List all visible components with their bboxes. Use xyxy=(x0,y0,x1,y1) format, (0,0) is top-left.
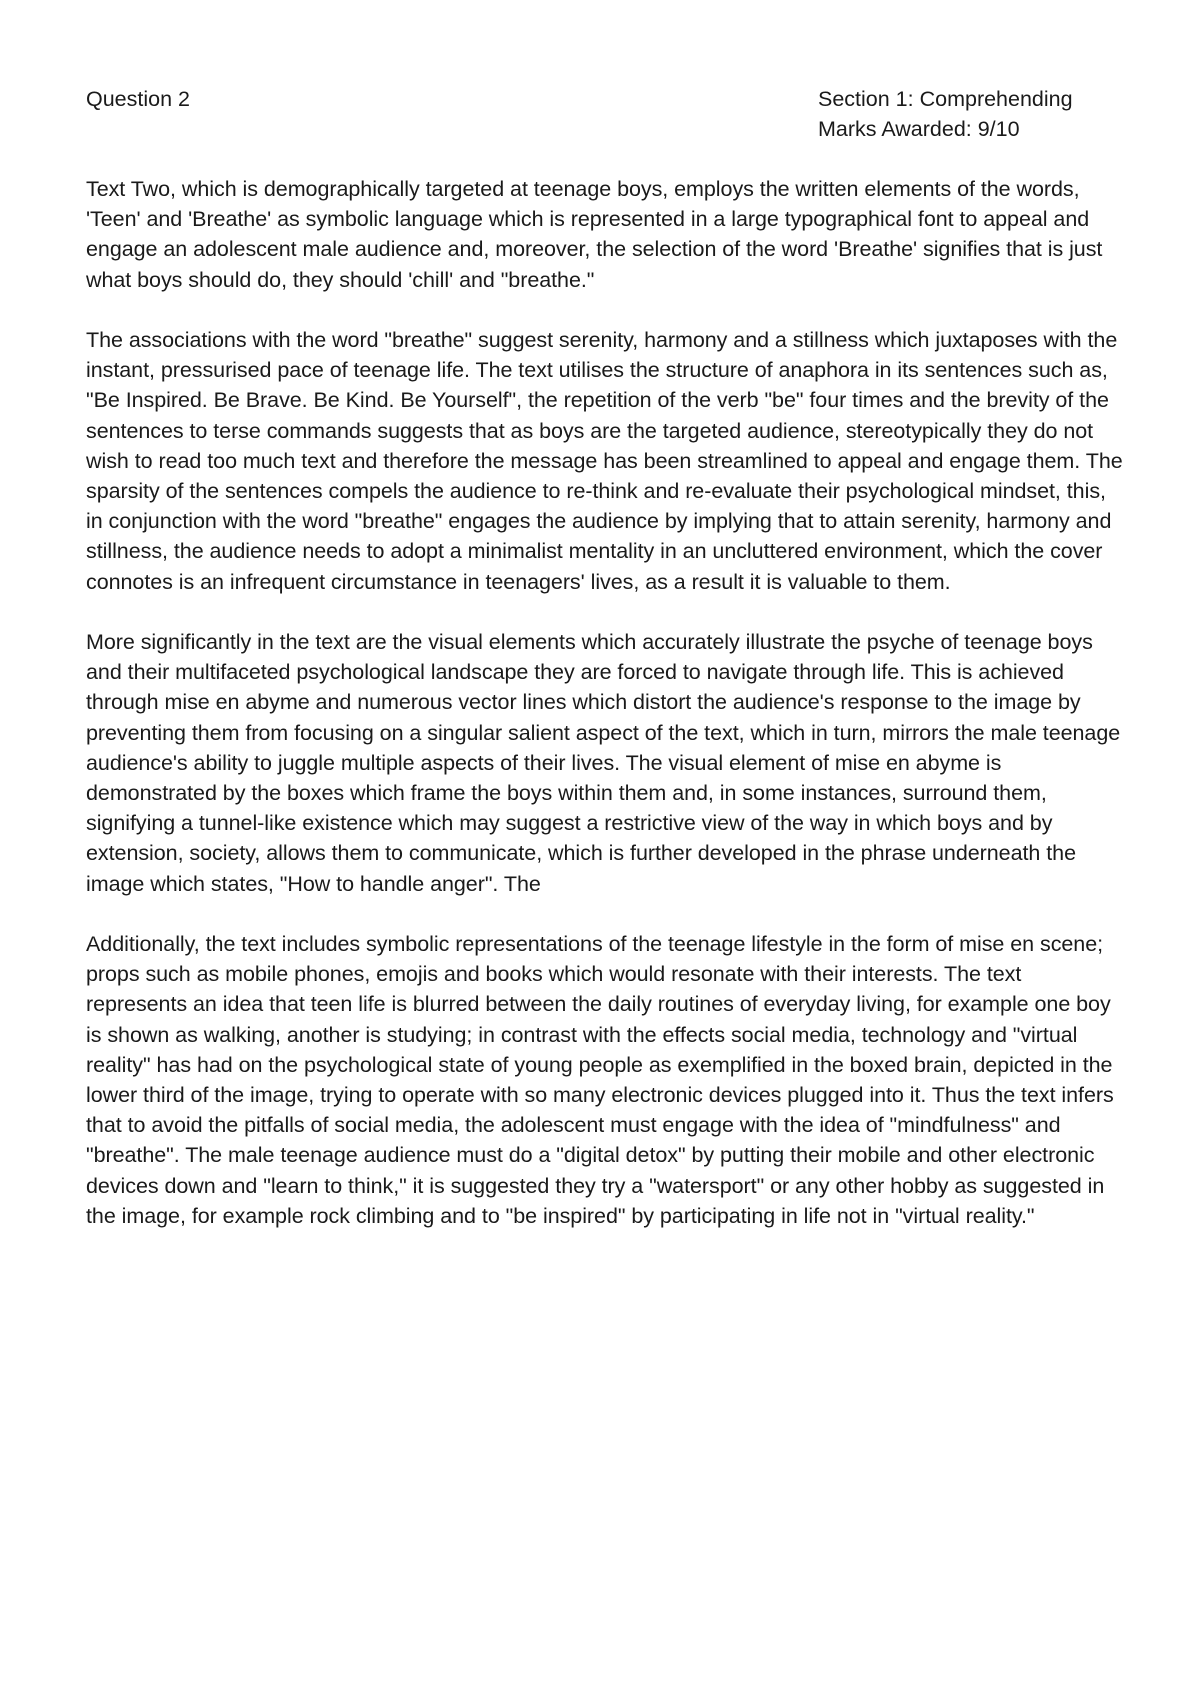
essay-paragraph: Additionally, the text includes symbolic representations of the teenage lifestyle in the form of mise en scene; props such as mobile phones, emojis and books which would resonate with their interests. The text represents an idea that teen life is blurred between the daily routines of everyday living, for example one boy is shown as walking, another is studying; in contrast with the effects social media, technology and "virtual reality" has had on the psychological state of young people as exemplified in the boxed brain, depicted in the lower third of the image, trying to operate with so many electronic devices plugged into it. Thus the text infers that to avoid the pitfalls of social media, the adolescent must engage with the idea of "mindfulness" and "breathe". The male teenage audience must do a "digital detox" by putting their mobile and other electronic devices down and "learn to think," it is suggested they try a "watersport" or any other hobby as suggested in the image, for example rock climbing and to "be inspired" by participating in life not in "virtual reality." xyxy=(86,932,1114,1228)
document-page xyxy=(86,84,1126,1261)
essay-paragraph: More significantly in the text are the visual elements which accurately illustrate the psyche of teenage boys and their multifaceted psychological landscape they are forced to navigate through life. This is achieved through mise en abyme and numerous vector lines which distort the audience's response to the image by preventing them from focusing on a singular salient aspect of the text, which in turn, mirrors the male teenage audience's ability to juggle multiple aspects of their lives. The visual element of mise en abyme is demonstrated by the boxes which frame the boys within them and, in some instances, surround them, signifying a tunnel-like existence which may suggest a restrictive view of the way in which boys and by extension, society, allows them to communicate, which is further developed in the phrase underneath the image which states, "How to handle anger". The xyxy=(86,630,1121,896)
section-label: Section 1: Comprehending xyxy=(818,87,1073,111)
section-info xyxy=(818,84,1073,144)
document-header xyxy=(86,84,1126,146)
essay-body xyxy=(86,174,1126,1231)
question-label: Question 2 xyxy=(86,87,190,111)
marks-awarded: Marks Awarded: 9/10 xyxy=(818,117,1020,141)
essay-paragraph: The associations with the word "breathe" suggest serenity, harmony and a stillness which juxtaposes with the instant, pressurised pace of teenage life. The text utilises the structure of anaphora in its sentences such as, "Be Inspired. Be Brave. Be Kind. Be Yourself", the repetition of the verb "be" four times and the brevity of the sentences to terse commands suggests that as boys are the targeted audience, stereotypically they do not wish to read too much text and therefore the message has been streamlined to appeal and engage them. The sparsity of the sentences compels the audience to re-think and re-evaluate their psychological mindset, this, in conjunction with the word "breathe" engages the audience by implying that to attain serenity, harmony and stillness, the audience needs to adopt a minimalist mentality in an uncluttered environment, which the cover connotes is an infrequent circumstance in teenagers' lives, as a result it is valuable to them. xyxy=(86,328,1123,594)
essay-paragraph: Text Two, which is demographically targeted at teenage boys, employs the written elements of the words, 'Teen' and 'Breathe' as symbolic language which is represented in a large typographical font to appeal and engage an adolescent male audience and, moreover, the selection of the word 'Breathe' signifies that is just what boys should do, they should 'chill' and "breathe." xyxy=(86,177,1103,292)
